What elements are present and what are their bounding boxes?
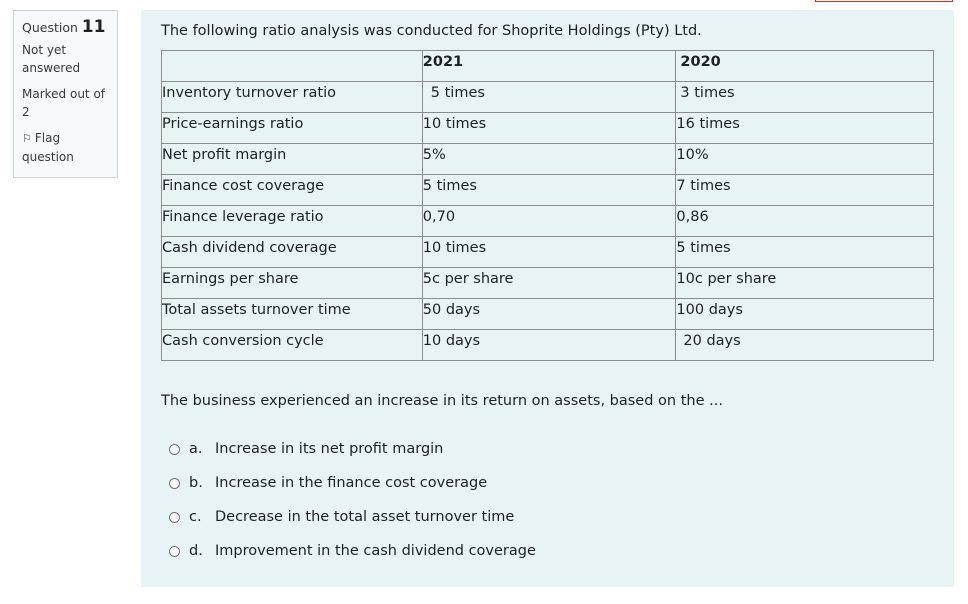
answer-option-b[interactable]: [161, 466, 934, 500]
table-row: [162, 175, 934, 206]
table-row: [162, 82, 934, 113]
question-number-value: 11: [81, 17, 106, 37]
option-letter: b.: [189, 475, 203, 491]
option-text: Increase in its net profit margin: [215, 441, 444, 457]
table-cell: 5c per share: [422, 268, 676, 299]
flag-question-label: Flag question: [22, 131, 74, 164]
table-row: [162, 330, 934, 361]
answer-option-c[interactable]: [161, 500, 934, 534]
table-cell: Finance leverage ratio: [162, 206, 423, 237]
table-cell: 7 times: [676, 175, 934, 206]
table-cell: Inventory turnover ratio: [162, 82, 423, 113]
table-cell: 0,86: [676, 206, 934, 237]
table-cell: Cash conversion cycle: [162, 330, 423, 361]
table-cell: 100 days: [676, 299, 934, 330]
table-header-cell: [162, 51, 423, 82]
table-row: [162, 299, 934, 330]
table-cell: 16 times: [676, 113, 934, 144]
question-label: Question: [22, 20, 78, 35]
table-cell: Earnings per share: [162, 268, 423, 299]
table-row: [162, 268, 934, 299]
question-number: [22, 18, 109, 37]
table-row: [162, 206, 934, 237]
top-edge-box: [815, 0, 953, 2]
table-row: [162, 144, 934, 175]
answer-option-d[interactable]: [161, 534, 934, 568]
table-cell: Net profit margin: [162, 144, 423, 175]
table-cell: 5 times: [422, 82, 676, 113]
table-header-cell: 2020: [676, 51, 934, 82]
table-cell: 10c per share: [676, 268, 934, 299]
answer-option-a[interactable]: [161, 432, 934, 466]
option-text: Improvement in the cash dividend coverage: [215, 543, 536, 559]
table-cell: 20 days: [676, 330, 934, 361]
table-cell: 50 days: [422, 299, 676, 330]
question-prompt: The business experienced an increase in its return on assets, based on the ...: [161, 393, 723, 409]
table-cell: 10 days: [422, 330, 676, 361]
table-row: [162, 113, 934, 144]
table-cell: 3 times: [676, 82, 934, 113]
table-cell: Price-earnings ratio: [162, 113, 423, 144]
option-letter: a.: [189, 441, 203, 457]
option-text: Decrease in the total asset turnover time: [215, 509, 515, 525]
table-cell: 10 times: [422, 113, 676, 144]
flag-question-link[interactable]: [22, 129, 109, 166]
question-intro: The following ratio analysis was conducted for Shoprite Holdings (Pty) Ltd.: [161, 23, 702, 39]
table-cell: 5%: [422, 144, 676, 175]
question-info-panel: [13, 10, 118, 178]
table-cell: 5 times: [676, 237, 934, 268]
answer-options: [161, 432, 934, 568]
option-letter: d.: [189, 543, 203, 559]
table-cell: Total assets turnover time: [162, 299, 423, 330]
question-grade: Marked out of 2: [22, 87, 106, 119]
flag-icon: ⚐: [22, 132, 32, 145]
table-cell: 10 times: [422, 237, 676, 268]
table-cell: 10%: [676, 144, 934, 175]
radio-button[interactable]: [169, 546, 180, 557]
table-row: [162, 237, 934, 268]
table-cell: Finance cost coverage: [162, 175, 423, 206]
option-letter: c.: [189, 509, 202, 525]
table-cell: 0,70: [422, 206, 676, 237]
radio-button[interactable]: [169, 512, 180, 523]
table-cell: 5 times: [422, 175, 676, 206]
ratio-table: [161, 50, 934, 361]
radio-button[interactable]: [169, 478, 180, 489]
table-cell: Cash dividend coverage: [162, 237, 423, 268]
question-content: [141, 10, 954, 587]
table-header-cell: 2021: [422, 51, 676, 82]
option-text: Increase in the finance cost coverage: [215, 475, 488, 491]
question-state: Not yet answered: [22, 43, 81, 75]
radio-button[interactable]: [169, 444, 180, 455]
table-header-row: [162, 51, 934, 82]
